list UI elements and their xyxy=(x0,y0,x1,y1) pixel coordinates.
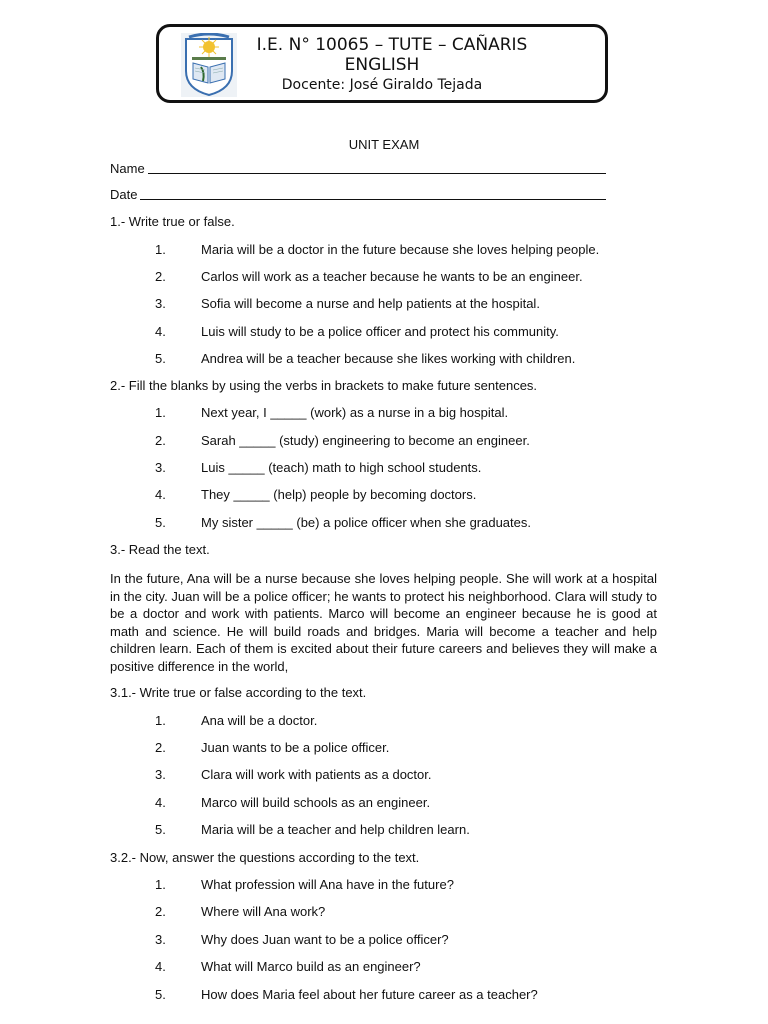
section-3-1-title: 3.1.- Write true or false according to the text. xyxy=(110,685,367,700)
list-item: Next year, I _____ (work) as a nurse in a big hospital. xyxy=(201,405,509,420)
list-item: Maria will be a teacher and help children learn. xyxy=(201,822,470,837)
list-item: They _____ (help) people by becoming doctors. xyxy=(201,487,477,502)
list-item: Andrea will be a teacher because she likes working with children. xyxy=(201,351,576,366)
list-item-number: 1. xyxy=(155,405,166,420)
list-item-number: 1. xyxy=(155,242,166,257)
list-item-number: 3. xyxy=(155,296,166,311)
subject-title: ENGLISH xyxy=(344,55,420,75)
section-1-title: 1.- Write true or false. xyxy=(110,214,235,229)
list-item: Luis will study to be a police officer and protect his community. xyxy=(201,324,559,339)
list-item: Luis _____ (teach) math to high school students. xyxy=(201,460,482,475)
list-item-number: 2. xyxy=(155,269,166,284)
section-2-title: 2.- Fill the blanks by using the verbs in brackets to make future sentences. xyxy=(110,378,538,393)
list-item-number: 4. xyxy=(155,959,166,974)
list-item-number: 5. xyxy=(155,822,166,837)
list-item: Sofia will become a nurse and help patients at the hospital. xyxy=(201,296,540,311)
list-item-number: 4. xyxy=(155,324,166,339)
list-item: Carlos will work as a teacher because he wants to be an engineer. xyxy=(201,269,583,284)
list-item: Juan wants to be a police officer. xyxy=(201,740,390,755)
list-item-number: 2. xyxy=(155,904,166,919)
list-item: Sarah _____ (study) engineering to become an engineer. xyxy=(201,433,530,448)
school-header xyxy=(156,24,608,103)
list-item-number: 1. xyxy=(155,877,166,892)
list-item: Marco will build schools as an engineer. xyxy=(201,795,431,810)
teacher-name: Docente: José Giraldo Tejada xyxy=(281,77,483,93)
list-item: Clara will work with patients as a doctor. xyxy=(201,767,432,782)
list-item-number: 3. xyxy=(155,767,166,782)
school-name: I.E. N° 10065 – TUTE – CAÑARIS xyxy=(256,35,528,55)
date-field xyxy=(110,187,606,202)
list-item-number: 5. xyxy=(155,987,166,1002)
list-item: How does Maria feel about her future career as a teacher? xyxy=(201,987,538,1002)
name-answer-line xyxy=(148,172,606,174)
exam-title: UNIT EXAM xyxy=(348,137,420,152)
list-item: What profession will Ana have in the future? xyxy=(201,877,454,892)
list-item-number: 4. xyxy=(155,795,166,810)
list-item-number: 5. xyxy=(155,515,166,530)
list-item-number: 1. xyxy=(155,713,166,728)
name-label: Name xyxy=(110,161,145,176)
reading-passage: In the future, Ana will be a nurse because she loves helping people. She will work at a hospital in the city. Juan will be a police officer; he wants to protect his neighborhood. Clara will study to be a doctor and work with patients. Marco will become an engineer because he is good at math and science. He will build roads and bridges. Maria will become a teacher and help children learn. Each of them is excited about their future careers and believes they will make a positive difference in the world, xyxy=(110,571,657,674)
list-item: My sister _____ (be) a police officer when she graduates. xyxy=(201,515,531,530)
section-3-title: 3.- Read the text. xyxy=(110,542,210,557)
list-item-number: 2. xyxy=(155,433,166,448)
list-item: What will Marco build as an engineer? xyxy=(201,959,421,974)
date-label: Date xyxy=(110,187,138,202)
list-item-number: 2. xyxy=(155,740,166,755)
list-item: Ana will be a doctor. xyxy=(201,713,318,728)
list-item: Where will Ana work? xyxy=(201,904,326,919)
name-field xyxy=(110,161,606,176)
list-item-number: 3. xyxy=(155,460,166,475)
section-3-2-title: 3.2.- Now, answer the questions according to the text. xyxy=(110,850,420,865)
date-answer-line xyxy=(140,198,606,200)
list-item-number: 3. xyxy=(155,932,166,947)
list-item-number: 5. xyxy=(155,351,166,366)
list-item: Why does Juan want to be a police officer? xyxy=(201,932,449,947)
list-item-number: 4. xyxy=(155,487,166,502)
list-item: Maria will be a doctor in the future because she loves helping people. xyxy=(201,242,600,257)
